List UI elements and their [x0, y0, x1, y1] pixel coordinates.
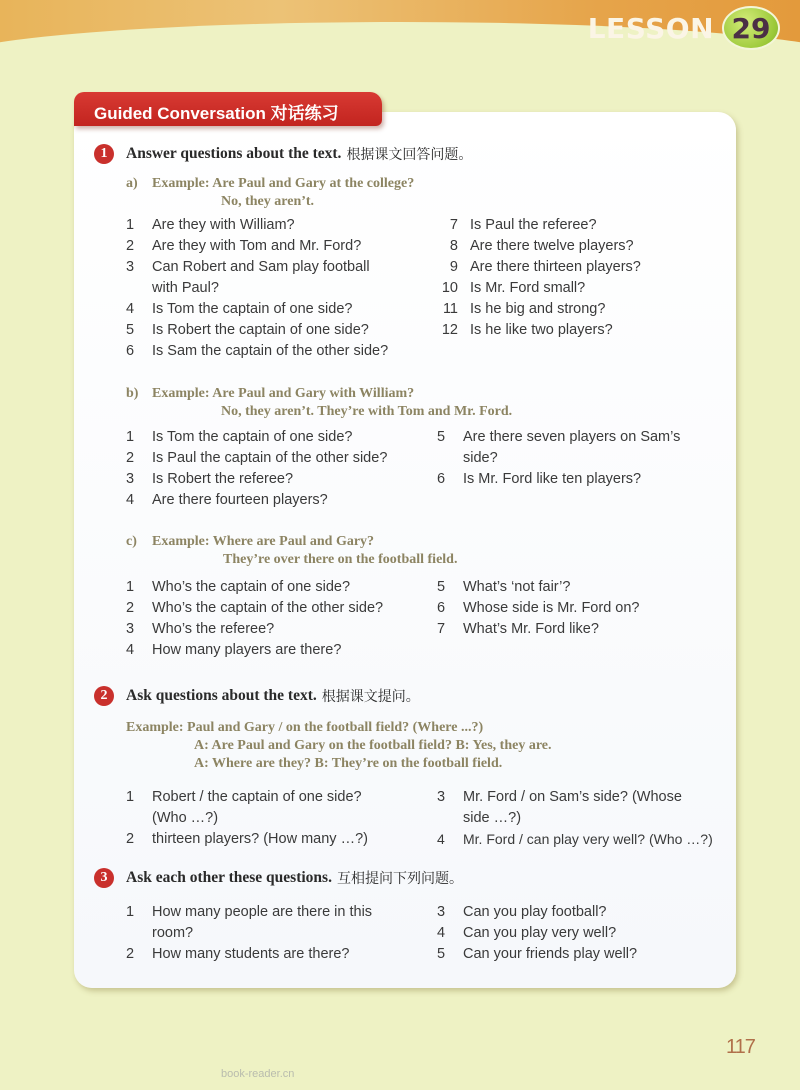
example-line: Example: Are Paul and Gary at the college? [152, 176, 415, 191]
question-item: 4 Is Tom the captain of one side? [126, 301, 353, 317]
question-item: 6 Is Mr. Ford like ten players? [437, 471, 642, 487]
question-item: 3 Who’s the referee? [126, 621, 275, 637]
question-item: 1 Are they with William? [126, 217, 295, 233]
question-item: 2 How many students are there? [126, 946, 350, 962]
question-item: 3 Can you play football? [437, 904, 607, 920]
example-line: A: Where are they? B: They’re on the football field. [194, 756, 503, 771]
question-item: 1 Who’s the captain of one side? [126, 579, 351, 595]
exercise-2-heading [94, 686, 420, 706]
exercise-number-badge: 3 [94, 868, 114, 888]
lesson-label: LESSON [587, 12, 714, 45]
example-line: They’re over there on the football field. [223, 552, 458, 567]
example-line: Example: Paul and Gary / on the football field? (Where ...?) [126, 720, 484, 735]
question-item: 1 Is Tom the captain of one side? [126, 429, 353, 445]
question-item: 3 Can Robert and Sam play football [126, 259, 370, 275]
section-tab-guided-conversation: Guided Conversation 对话练习 [74, 92, 382, 126]
part-tag: a) [126, 176, 138, 191]
exercise-title: Ask each other these questions. [126, 869, 332, 886]
page-number: 117 [726, 1036, 755, 1058]
example-c [126, 533, 457, 569]
question-item: 2 Are they with Tom and Mr. Ford? [126, 238, 362, 254]
example-exercise-2 [126, 719, 552, 773]
question-item: 2 Is Paul the captain of the other side? [126, 450, 388, 466]
question-item: 1 How many people are there in this [126, 904, 373, 920]
question-item-continued: room? [152, 925, 194, 941]
question-item: 12 Is he like two players? [441, 322, 613, 338]
exercise-title-cn: 根据课文回答问题。 [346, 147, 473, 163]
lesson-number-badge: 29 [722, 6, 780, 50]
exercise-title: Ask questions about the text. [126, 687, 317, 704]
question-item: 5 What’s ‘not fair’? [437, 579, 571, 595]
question-item: 7 What’s Mr. Ford like? [437, 621, 599, 637]
question-item: 2 thirteen players? (How many …?) [126, 831, 368, 847]
question-item: 3 Mr. Ford / on Sam’s side? (Whose [437, 789, 682, 805]
exercise-title-cn: 根据课文提问。 [321, 689, 420, 705]
question-item: 8 Are there twelve players? [449, 238, 634, 254]
question-item: 5 Are there seven players on Sam’s [437, 429, 681, 445]
part-tag: b) [126, 386, 139, 401]
question-item: 4 How many players are there? [126, 642, 342, 658]
question-item: 6 Whose side is Mr. Ford on? [437, 600, 640, 616]
question-item-continued: with Paul? [152, 280, 219, 296]
question-item: 11 Is he big and strong? [442, 301, 606, 317]
question-item-continued: (Who …?) [152, 810, 219, 826]
question-item: 3 Is Robert the referee? [126, 471, 294, 487]
example-line: Example: Where are Paul and Gary? [152, 534, 375, 549]
question-item: 6 Is Sam the captain of the other side? [126, 343, 389, 359]
question-item: 5 Can your friends play well? [437, 946, 638, 962]
exercise-number-badge: 1 [94, 144, 114, 164]
question-item: 4 Mr. Ford / can play very well? (Who …?) [437, 831, 713, 847]
exercise-3-heading [94, 868, 463, 888]
example-line: A: Are Paul and Gary on the football field? B: Yes, they are. [194, 738, 552, 753]
question-item: 5 Is Robert the captain of one side? [126, 322, 369, 338]
exercise-title-cn: 互相提问下列问题。 [336, 871, 463, 887]
example-line: No, they aren’t. [221, 194, 315, 209]
part-tag: c) [126, 534, 137, 549]
question-item: 4 Are there fourteen players? [126, 492, 328, 508]
question-item: 9 Are there thirteen players? [449, 259, 641, 275]
watermark: book-reader.cn [221, 1068, 295, 1080]
example-line: No, they aren’t. They’re with Tom and Mr. Ford. [221, 404, 513, 419]
question-item-continued: side? [463, 450, 498, 466]
question-item: 2 Who’s the captain of the other side? [126, 600, 384, 616]
exercise-number-badge: 2 [94, 686, 114, 706]
question-item: 10 Is Mr. Ford small? [441, 280, 586, 296]
question-item-continued: side …?) [463, 810, 522, 826]
question-item: 4 Can you play very well? [437, 925, 617, 941]
example-a [126, 175, 414, 211]
example-b [126, 385, 512, 421]
question-item: 7 Is Paul the referee? [449, 217, 597, 233]
exercise-title: Answer questions about the text. [126, 145, 342, 162]
example-line: Example: Are Paul and Gary with William? [152, 386, 415, 401]
question-item: 1 Robert / the captain of one side? [126, 789, 362, 805]
exercise-1-heading [94, 144, 472, 164]
